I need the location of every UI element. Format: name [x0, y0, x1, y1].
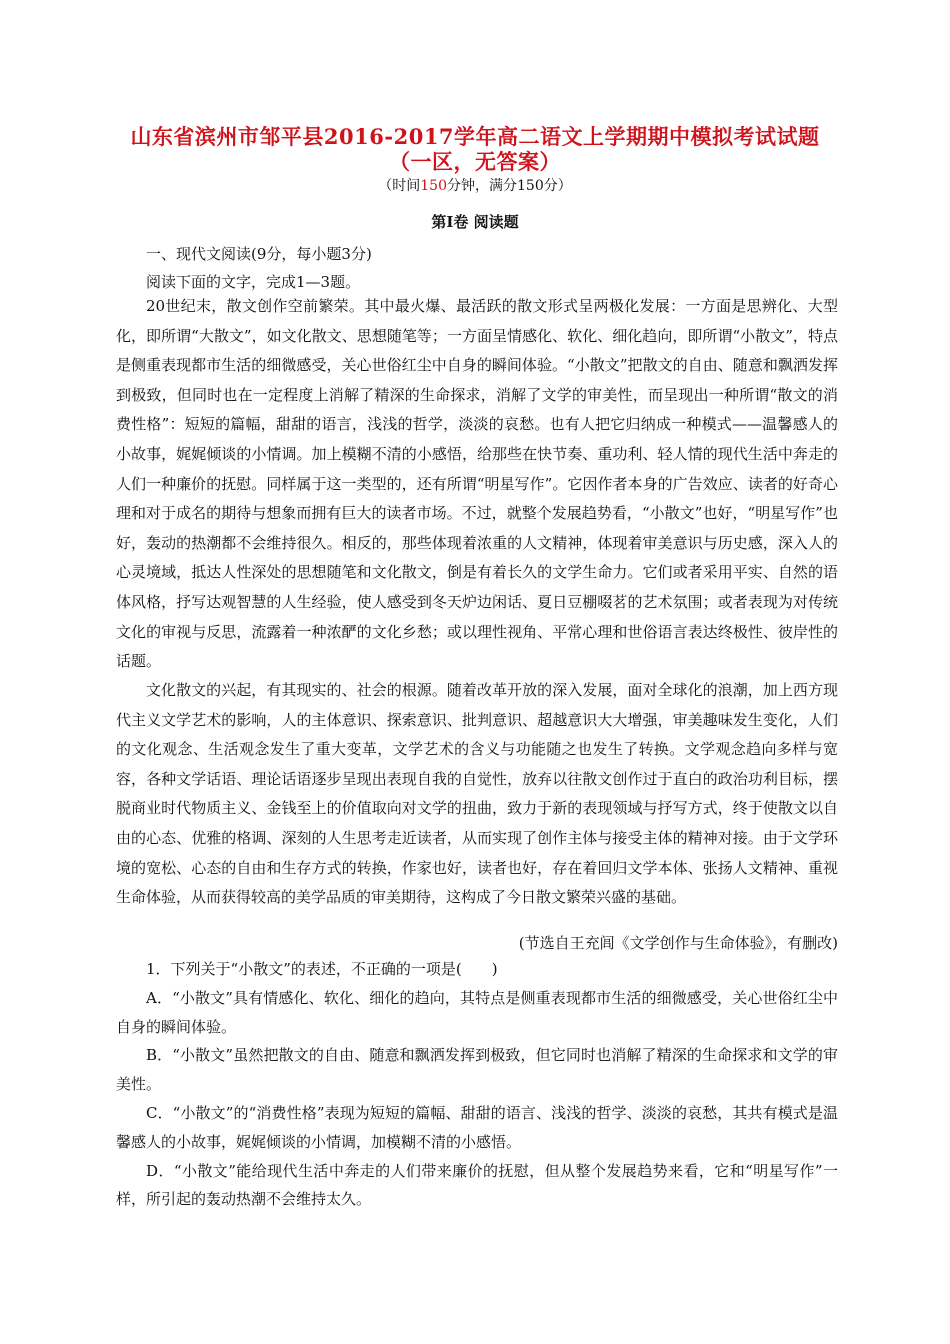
part1-instruction: 阅读下面的文字，完成1—3题。	[146, 273, 361, 291]
passage-para1: 20世纪末，散文创作空前繁荣。其中最火爆、最活跃的散文形式呈两极化发展：一方面是思辨化、大型化，即所谓“大散文”，如文化散文、思想随笔等；一方面呈情感化、软化、细化趋向，即所谓“小散文”，特点是侧重表现都市生活的细微感受，关心世俗红尘中自身的瞬间体验。“小散文”把散文的自由、随意和飘洒发挥到极致，但同时也在一定程度上消解了精深的生命探求，消解了文学的审美性，而呈现出一种所谓“散文的消费性格”：短短的篇幅，甜甜的语言，浅浅的哲学，淡淡的哀愁。也有人把它归纳成一种模式——温馨感人的小故事，娓娓倾谈的小情调。加上模糊不清的小感悟，给那些在快节奏、重功利、轻人情的现代生活中奔走的人们一种廉价的抚慰。同样属于这一类型的，还有所谓“明星写作”。它因作者本身的广告效应、读者的好奇心理和对于成名的期待与想象而拥有巨大的读者市场。不过，就整个发展趋势看，“小散文”也好，“明星写作”也好，轰动的热潮都不会维持很久。相反的，那些体现着浓重的人文精神，体现着审美意识与历史感，深入人的心灵境域，抵达人性深处的思想随笔和文化散文，倒是有着长久的文学生命力。它们或者采用平实、自然的语体风格，抒写达观智慧的人生经验，使人感受到冬天炉边闲话、夏日豆棚啜茗的艺术氛围；或者表现为对传统文化的审视与反思，流露着一种浓酽的文化乡愁；或以理性视角、平常心理和世俗语言表达终极性、彼岸性的话题。	[116, 297, 838, 671]
question-1-option-d: D．“小散文”能给现代生活中奔走的人们带来廉价的抚慰，但从整个发展趋势来看，它和“明星写作”一样，所引起的轰动热潮不会维持太久。	[116, 1161, 838, 1209]
exam-title-line1: 山东省滨州市邹平县2016-2017学年高二语文上学期期中模拟考试试题	[130, 124, 820, 149]
exam-title-line2: （一区，无答案）	[389, 149, 561, 174]
passage-source: (节选自王充闾《文学创作与生命体验》，有删改)	[518, 934, 838, 952]
passage-paragraph-1	[116, 292, 838, 677]
passage-paragraph-2	[116, 676, 838, 913]
question-1-option-b: B．“小散文”虽然把散文的自由、随意和飘洒发挥到极致，但它同时也消解了精深的生命探求和文学的审美性。	[116, 1046, 838, 1094]
time-value: 150	[420, 178, 447, 194]
question-1	[116, 955, 838, 1214]
part1-intro	[116, 240, 838, 296]
part1-heading: 一、现代文阅读(9分，每小题3分)	[146, 245, 372, 263]
section-title: 第Ⅰ卷 阅读题	[431, 213, 519, 231]
time-prefix: （时间	[378, 178, 421, 194]
exam-time-info	[0, 176, 950, 196]
time-suffix: 分钟，满分150分）	[447, 178, 572, 194]
question-1-option-a: A．“小散文”具有情感化、软化、细化的趋向，其特点是侧重表现都市生活的细微感受，关心世俗红尘中自身的瞬间体验。	[116, 988, 838, 1036]
question-1-stem: 1．下列关于“小散文”的表述，不正确的一项是( )	[146, 960, 498, 978]
passage-para2: 文化散文的兴起，有其现实的、社会的根源。随着改革开放的深入发展，面对全球化的浪潮，加上西方现代主义文学艺术的影响，人的主体意识、探索意识、批判意识、超越意识大大增强，审美趣味发生变化，人们的文化观念、生活观念发生了重大变革，文学艺术的含义与功能随之也发生了转换。文学观念趋向多样与宽容，各种文学话语、理论话语逐步呈现出表现自我的自觉性，放弃以往散文创作过于直白的政治功利目标，摆脱商业时代物质主义、金钱至上的价值取向对文学的扭曲，致力于新的表现领域与抒写方式，终于使散文以自由的心态、优雅的格调、深刻的人生思考走近读者，从而实现了创作主体与接受主体的精神对接。由于文学环境的宽松、心态的自由和生存方式的转换，作家也好，读者也好，存在着回归文学本体、张扬人文精神、重视生命体验，从而获得较高的美学品质的审美期待，这构成了今日散文繁荣兴盛的基础。	[116, 681, 838, 907]
question-1-option-c: C．“小散文”的“消费性格”表现为短短的篇幅、甜甜的语言、浅浅的哲学、淡淡的哀愁，其共有模式是温馨感人的小故事，娓娓倾谈的小情调，加模糊不清的小感悟。	[116, 1103, 838, 1151]
